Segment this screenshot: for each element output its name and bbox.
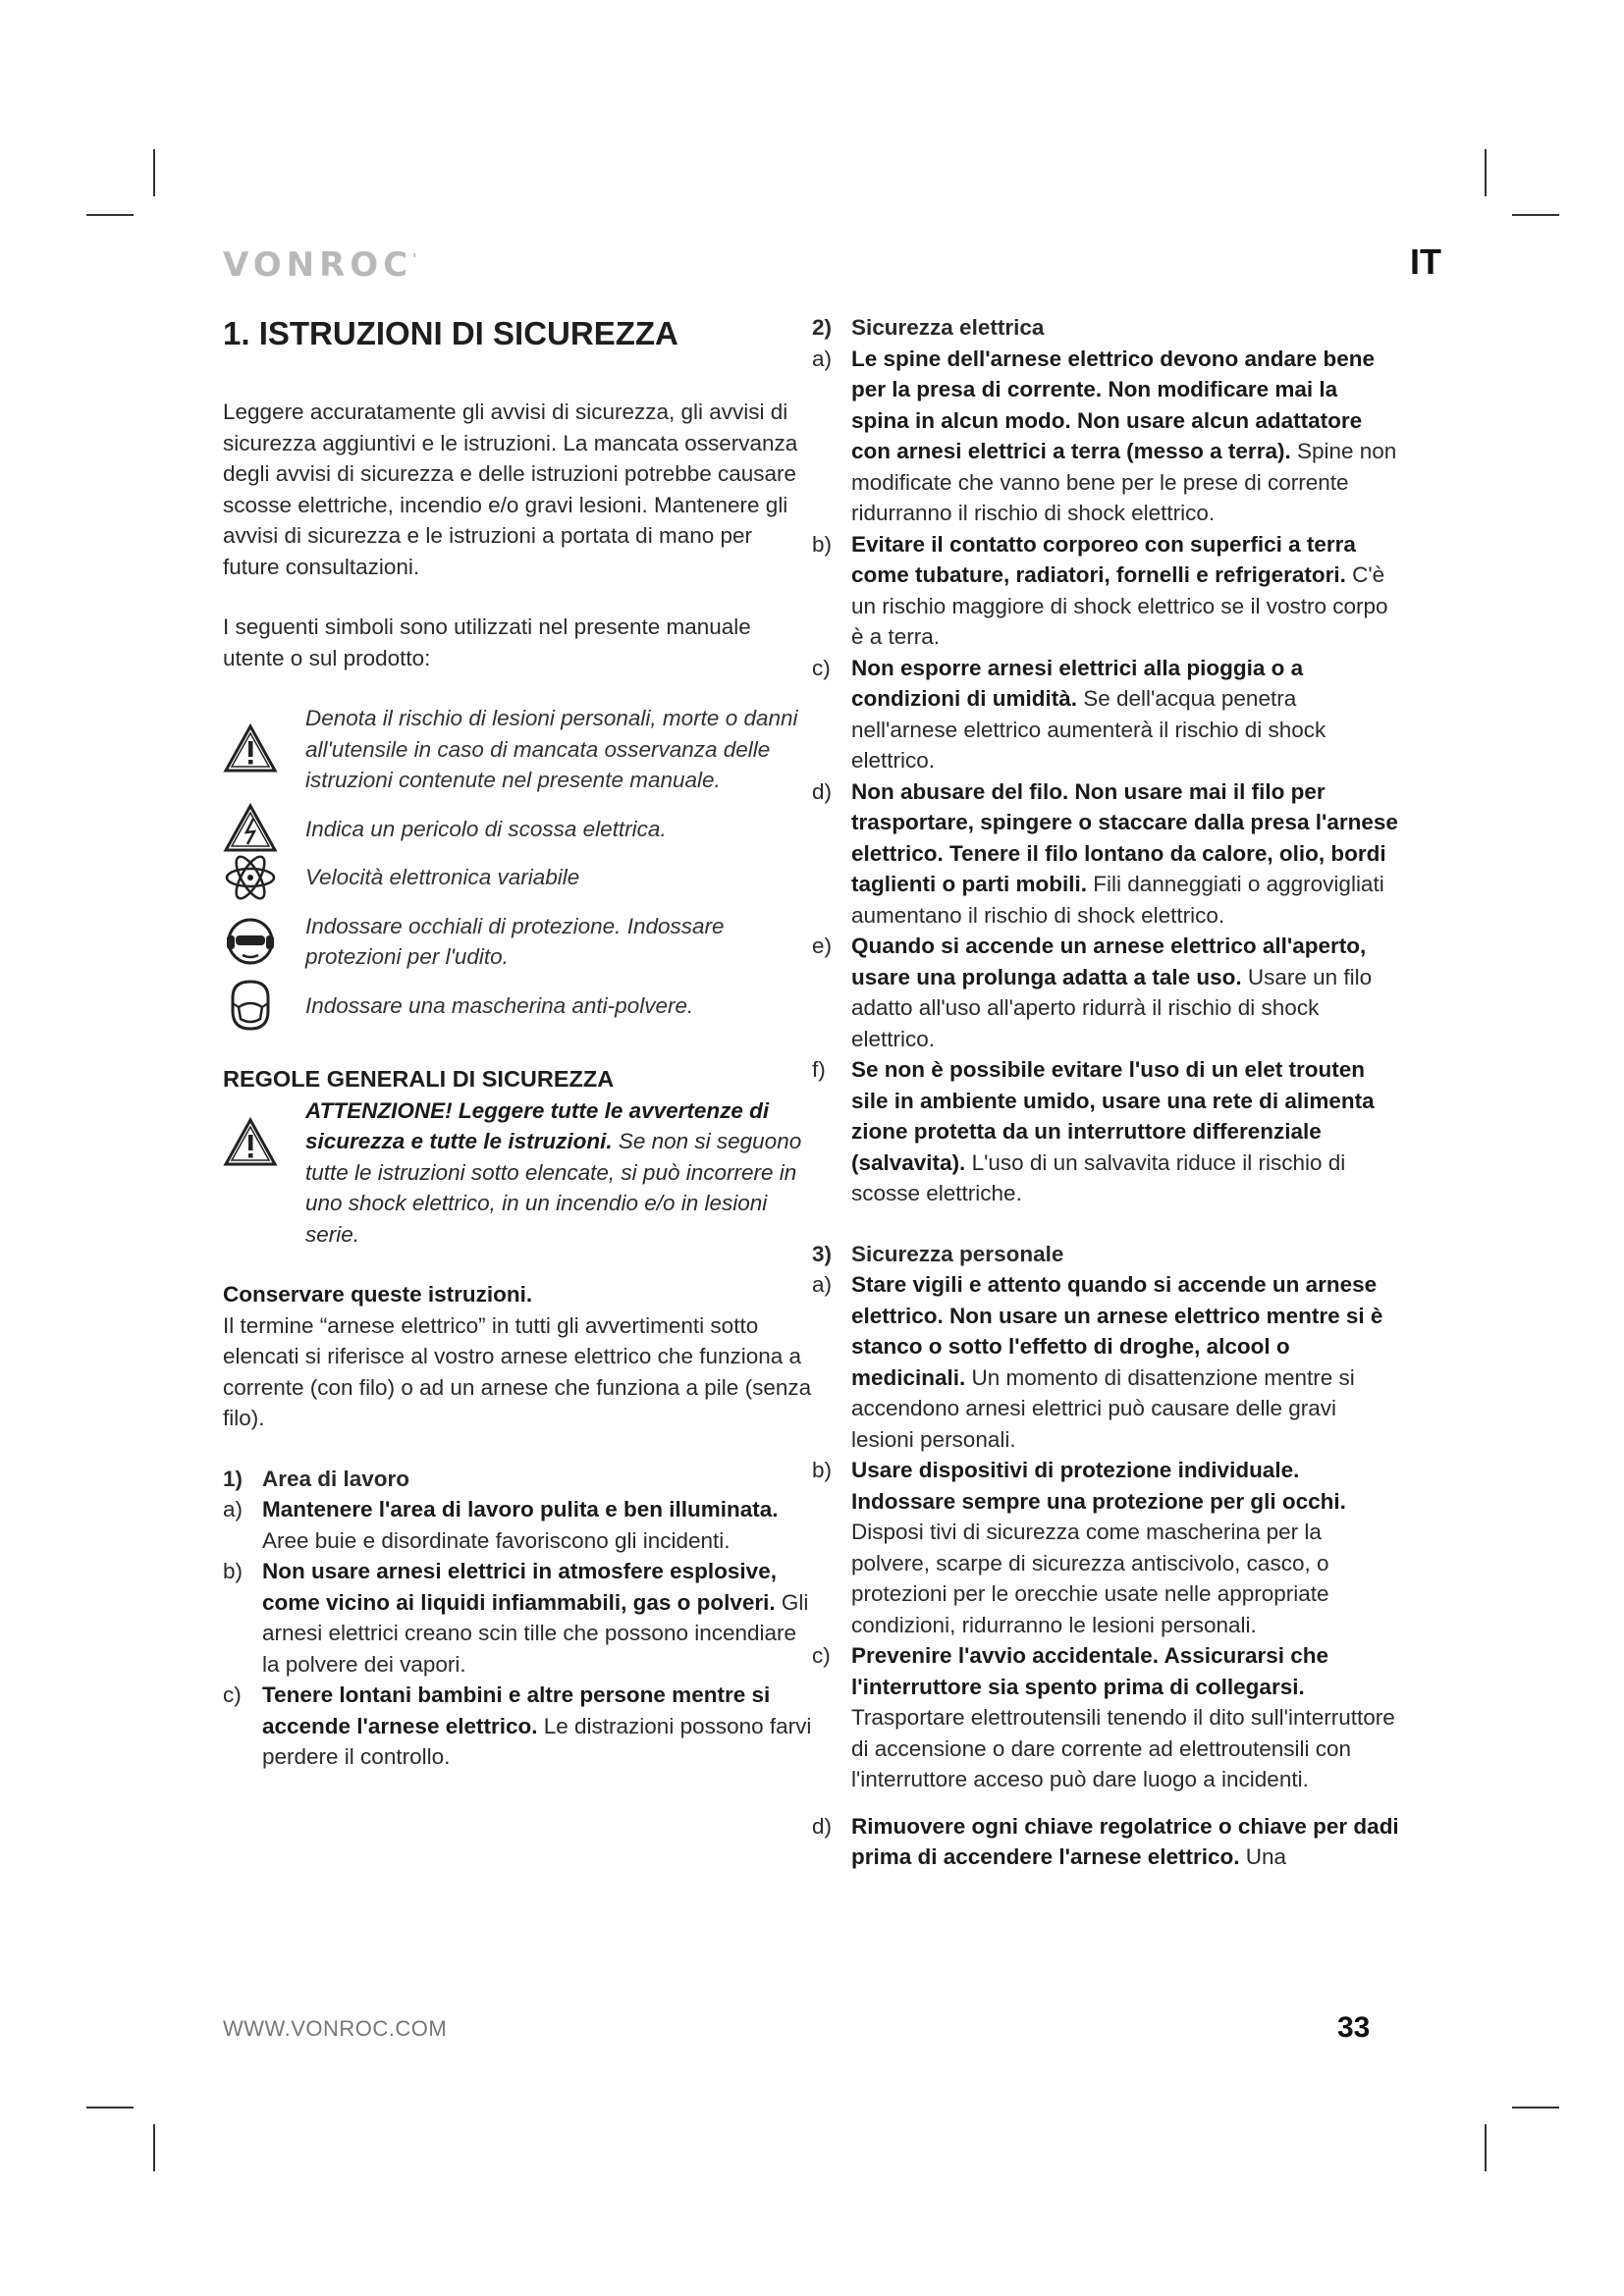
footer-url: WWW.VONROC.COM: [223, 2016, 448, 2041]
atom-icon: [223, 850, 278, 905]
symbol-row: [223, 911, 812, 973]
warning-triangle-icon: [223, 1115, 278, 1170]
left-column: [223, 312, 812, 1773]
crop-mark: [86, 214, 134, 216]
symbol-text: Indossare occhiali di protezione. Indossare protezioni per l'udito.: [305, 913, 725, 969]
symbol-text: Denota il rischio di lesioni personali, morte o danni all'utensile in caso di mancata osservanza delle istruzioni contenute nel presente manuale.: [305, 706, 798, 792]
dust-mask-icon: [223, 978, 278, 1033]
list-item: b) Usare dispositivi di protezione individuale. Indossare sempre una protezione per gli occhi. Disposi tivi di sicurezza come mascherina per la polvere, scarpe di sicurezza antiscivolo, casco, o protezioni per le orecchie usate nelle appropriate condizioni, ridurranno le lesioni personali.: [812, 1458, 1346, 1637]
symbol-row: [223, 990, 812, 1022]
section-heading: 2) Sicurezza elettrica: [812, 315, 1045, 340]
crop-mark: [1512, 214, 1559, 216]
symbol-text: Indica un pericolo di scossa elettrica.: [305, 816, 667, 841]
list-item: b) Evitare il contatto corporeo con superfici a terra come tubature, radiatori, fornelli e refrigeratori. C'è un rischio maggiore di shock elettrico se il vostro corpo è a terra.: [812, 531, 1388, 649]
list-item: d) Rimuovere ogni chiave regolatrice o chiave per dadi prima di accendere l'arnese elettrico. Una: [812, 1813, 1399, 1869]
list-item: a) Stare vigili e attento quando si accende un arnese elettrico. Non usare un arnese elettrico mentre si è stanco o sotto l'effetto di droghe, alcool o medicinali. Un momento di disattenzione mentre si accendono arnesi elettrici può causare delle gravi lesioni personali.: [812, 1272, 1383, 1452]
section-title: 1. ISTRUZIONI DI SICUREZZA: [223, 315, 678, 351]
crop-mark: [153, 2124, 155, 2171]
warning-block: [223, 1095, 812, 1251]
brand-logo: VONROC': [223, 245, 417, 285]
goggles-earmuffs-icon: [223, 914, 278, 969]
right-column: [812, 312, 1401, 1873]
crop-mark: [86, 2107, 134, 2109]
crop-mark: [153, 149, 155, 196]
list-item: f) Se non è possibile evitare l'uso di un elet trouten sile in ambiente umido, usare una rete di alimenta zione protetta da un interruttore differenziale (salvavita). L'uso di un salvavita riduce il rischio di scosse elettriche.: [812, 1057, 1375, 1205]
keep-text: Il termine “arnese elettrico” in tutti gli avvertimenti sotto elencati si riferisce al vostro arnese elettrico che funziona a corrente (con filo) o ad un arnese che funziona a pile (senza filo).: [223, 1312, 812, 1430]
section-heading: 3) Sicurezza personale: [812, 1241, 1064, 1266]
list-item: a) Le spine dell'arnese elettrico devono andare bene per la presa di corrente. Non modificare mai la spina in alcun modo. Non usare alcun adattatore con arnesi elettrici a terra (messo a terra). Spine non modificate che vanno bene per le prese di corrente ridurranno il rischio di shock elettrico.: [812, 346, 1397, 525]
warning-triangle-icon: [223, 721, 278, 776]
list-item: c) Prevenire l'avvio accidentale. Assicurarsi che l'interruttore sia spento prima di collegarsi. Trasportare elettroutensili tenendo il dito sull'interruttore di accensione o dare corrente ad elettroutensili con l'interruttore acceso può dare luogo a incidenti.: [812, 1643, 1395, 1791]
section-heading: 1) Area di lavoro: [223, 1466, 410, 1491]
page-number: 33: [1337, 2011, 1371, 2044]
crop-mark: [1512, 2107, 1559, 2109]
crop-mark: [1485, 2124, 1487, 2171]
symbol-row: [223, 703, 812, 796]
symbol-row: [223, 814, 812, 845]
list-item: b) Non usare arnesi elettrici in atmosfere esplosive, come vicino ai liquidi infiammabili, gas o polveri. Gli arnesi elettrici creano scin tille che possono incendiare la polvere dei vapori.: [223, 1559, 809, 1677]
symbol-row: [223, 862, 812, 893]
list-item: e) Quando si accende un arnese elettrico all'aperto, usare una prolunga adatta a tale uso. Usare un filo adatto all'uso all'aperto ridurrà il rischio di shock elettrico.: [812, 934, 1373, 1051]
list-item: c) Non esporre arnesi elettrici alla pioggia o a condizioni di umidità. Se dell'acqua penetra nell'arnese elettrico aumenterà il rischio di shock elettrico.: [812, 655, 1326, 773]
general-rules-heading: REGOLE GENERALI DI SICUREZZA: [223, 1066, 615, 1092]
intro-paragraph: Leggere accuratamente gli avvisi di sicurezza, gli avvisi di sicurezza aggiuntivi e le istruzioni. La mancata osservanza degli avvisi di sicurezza e delle istruzioni potrebbe causare scosse elettriche, incendio e/o gravi lesioni. Mantenere gli avvisi di sicurezza e le istruzioni a portata di mano per future consultazioni.: [223, 400, 798, 579]
symbol-text: Velocità elettronica variabile: [305, 865, 580, 889]
language-code: IT: [1410, 241, 1441, 282]
crop-mark: [1485, 149, 1487, 196]
symbols-intro: I seguenti simboli sono utilizzati nel presente manuale utente o sul prodotto:: [223, 614, 751, 670]
list-item: a) Mantenere l'area di lavoro pulita e ben illuminata. Aree buie e disordinate favoriscono gli incidenti.: [223, 1497, 779, 1553]
list-item: d) Non abusare del filo. Non usare mai il filo per trasportare, spingere o staccare dalla presa l'arnese elettrico. Tenere il filo lontano da calore, olio, bordi taglienti o parti mobili. Fili danneggiati o aggrovigliati aumentano il rischio di shock elettrico.: [812, 778, 1398, 928]
warning-text: ATTENZIONE! Leggere tutte le avvertenze di sicurezza e tutte le istruzioni. Se non si seguono tutte le istruzioni sotto elencate, si può incorrere in uno shock elettrico, in un incendio e/o in lesioni serie.: [305, 1097, 802, 1247]
symbol-text: Indossare una mascherina anti-polvere.: [305, 992, 694, 1018]
electric-shock-triangle-icon: [223, 801, 278, 856]
list-item: c) Tenere lontani bambini e altre persone mentre si accende l'arnese elettrico. Le distrazioni possono farvi perdere il controllo.: [223, 1682, 812, 1769]
keep-heading: Conservare queste istruzioni.: [223, 1282, 533, 1307]
